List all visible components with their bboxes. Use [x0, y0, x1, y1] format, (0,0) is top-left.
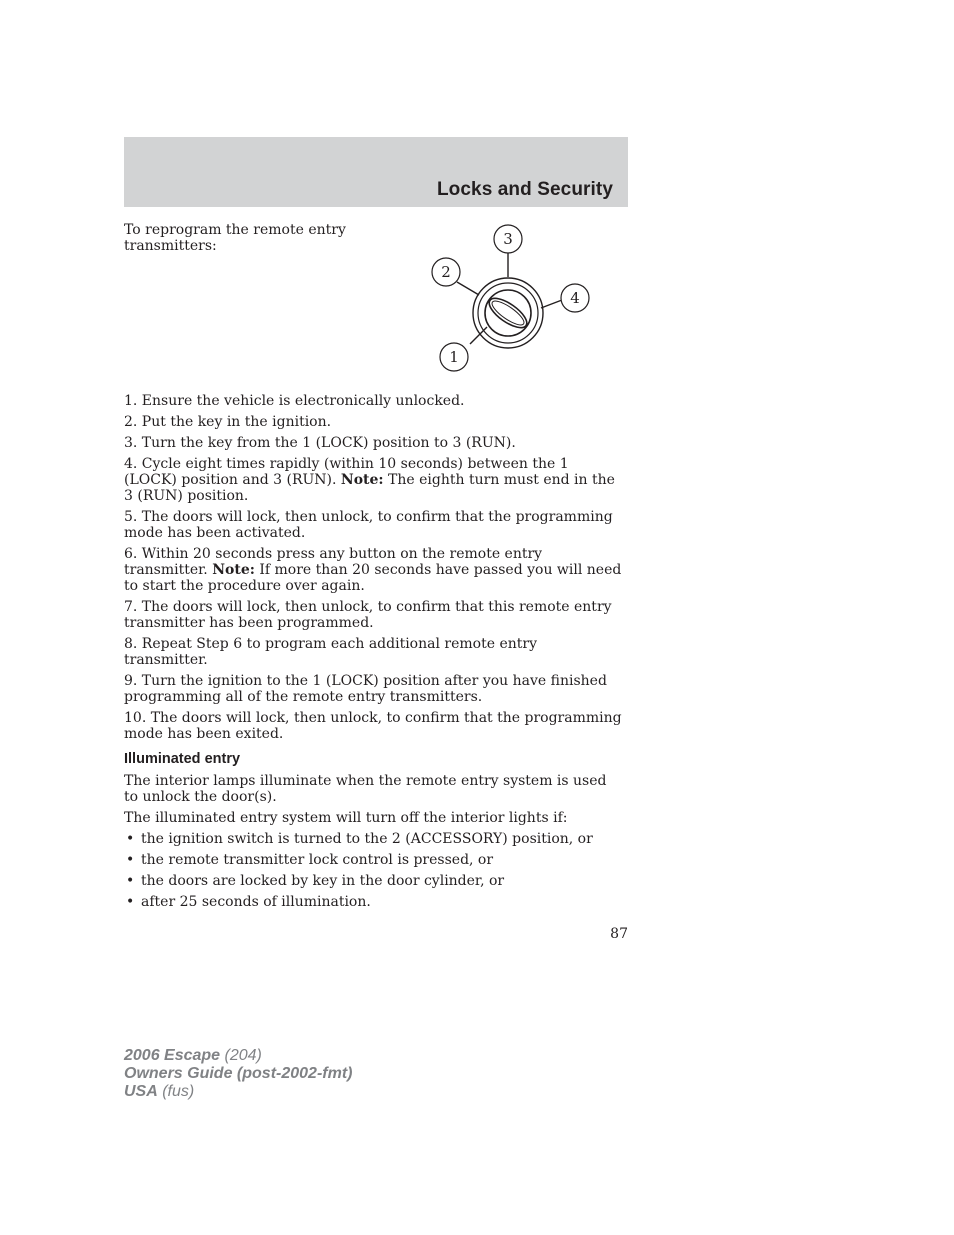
page-number: 87 — [610, 926, 628, 942]
footer-guide: Owners Guide (post-2002-fmt) — [124, 1065, 353, 1082]
step-6-note-text: If more than 20 seconds have passed you will need to start the procedure over again. — [124, 562, 622, 594]
illuminated-entry-heading: Illuminated entry — [124, 751, 241, 767]
step-1: 1. Ensure the vehicle is electronically unlocked. — [124, 393, 465, 409]
list-item-text: after 25 seconds of illumination. — [141, 894, 371, 910]
step-4-text: 4. Cycle eight times rapidly (within 10 seconds) between the 1 (LOCK) position and 3 (RUN). — [124, 456, 569, 488]
step-10: 10. The doors will lock, then unlock, to confirm that the programming mode has been exited. — [124, 710, 622, 742]
illuminated-paragraph-2: The illuminated entry system will turn off the interior lights if: — [124, 810, 568, 826]
footer — [124, 1047, 352, 1101]
illuminated-bullet-list — [124, 831, 624, 910]
section-header-band — [124, 137, 628, 207]
bullet-icon: • — [126, 873, 135, 889]
list-item — [124, 894, 624, 910]
ignition-cylinder — [485, 290, 531, 336]
step-6 — [124, 546, 624, 594]
step-4-note-label: Note: — [340, 472, 384, 488]
leader-line-1 — [470, 327, 487, 344]
footer-market-code: (fus) — [157, 1083, 195, 1100]
step-6-note-label: Note: — [212, 562, 255, 578]
list-item — [124, 873, 624, 889]
bullet-icon: • — [126, 852, 135, 868]
position-label-1: 1 — [449, 348, 459, 366]
step-5: 5. The doors will lock, then unlock, to confirm that the programming mode has been activated. — [124, 509, 613, 541]
step-8: 8. Repeat Step 6 to program each additional remote entry transmitter. — [124, 636, 537, 668]
ignition-diagram — [424, 220, 604, 380]
footer-line-2 — [124, 1065, 352, 1083]
key-slot — [485, 293, 531, 333]
leader-line-2 — [457, 282, 479, 295]
step-6-text: 6. Within 20 seconds press any button on the remote entry transmitter. — [124, 546, 543, 578]
footer-market: USA — [124, 1083, 158, 1100]
step-4-note-text: The eighth turn must end in the 3 (RUN) position. — [124, 472, 615, 504]
step-3: 3. Turn the key from the 1 (LOCK) position to 3 (RUN). — [124, 435, 516, 451]
footer-line-3 — [124, 1083, 352, 1101]
list-item — [124, 831, 624, 847]
position-label-4: 4 — [570, 289, 580, 307]
list-item-text: the ignition switch is turned to the 2 (ACCESSORY) position, or — [141, 831, 593, 847]
ignition-inner-ring — [478, 283, 538, 343]
leader-line-4 — [541, 300, 562, 308]
list-item-text: the doors are locked by key in the door cylinder, or — [141, 873, 505, 889]
illuminated-paragraph-1: The interior lamps illuminate when the remote entry system is used to unlock the door(s). — [124, 773, 607, 805]
bullet-icon: • — [126, 894, 135, 910]
list-item — [124, 852, 624, 868]
step-2: 2. Put the key in the ignition. — [124, 414, 332, 430]
list-item-text: the remote transmitter lock control is pressed, or — [141, 852, 494, 868]
footer-model-code: (204) — [220, 1047, 262, 1064]
step-7: 7. The doors will lock, then unlock, to confirm that this remote entry transmitter has been programmed. — [124, 599, 612, 631]
main-content — [124, 393, 624, 915]
step-4 — [124, 456, 624, 504]
intro-text: To reprogram the remote entry transmitters: — [124, 222, 346, 254]
bullet-icon: • — [126, 831, 135, 847]
ignition-outer-ring — [473, 278, 543, 348]
footer-model: 2006 Escape — [124, 1047, 221, 1064]
footer-line-1 — [124, 1047, 352, 1065]
step-9: 9. Turn the ignition to the 1 (LOCK) position after you have finished programming all of the remote entry transmitters. — [124, 673, 607, 705]
position-label-2: 2 — [441, 263, 451, 281]
position-label-3: 3 — [503, 230, 513, 248]
section-title: Locks and Security — [436, 179, 613, 200]
